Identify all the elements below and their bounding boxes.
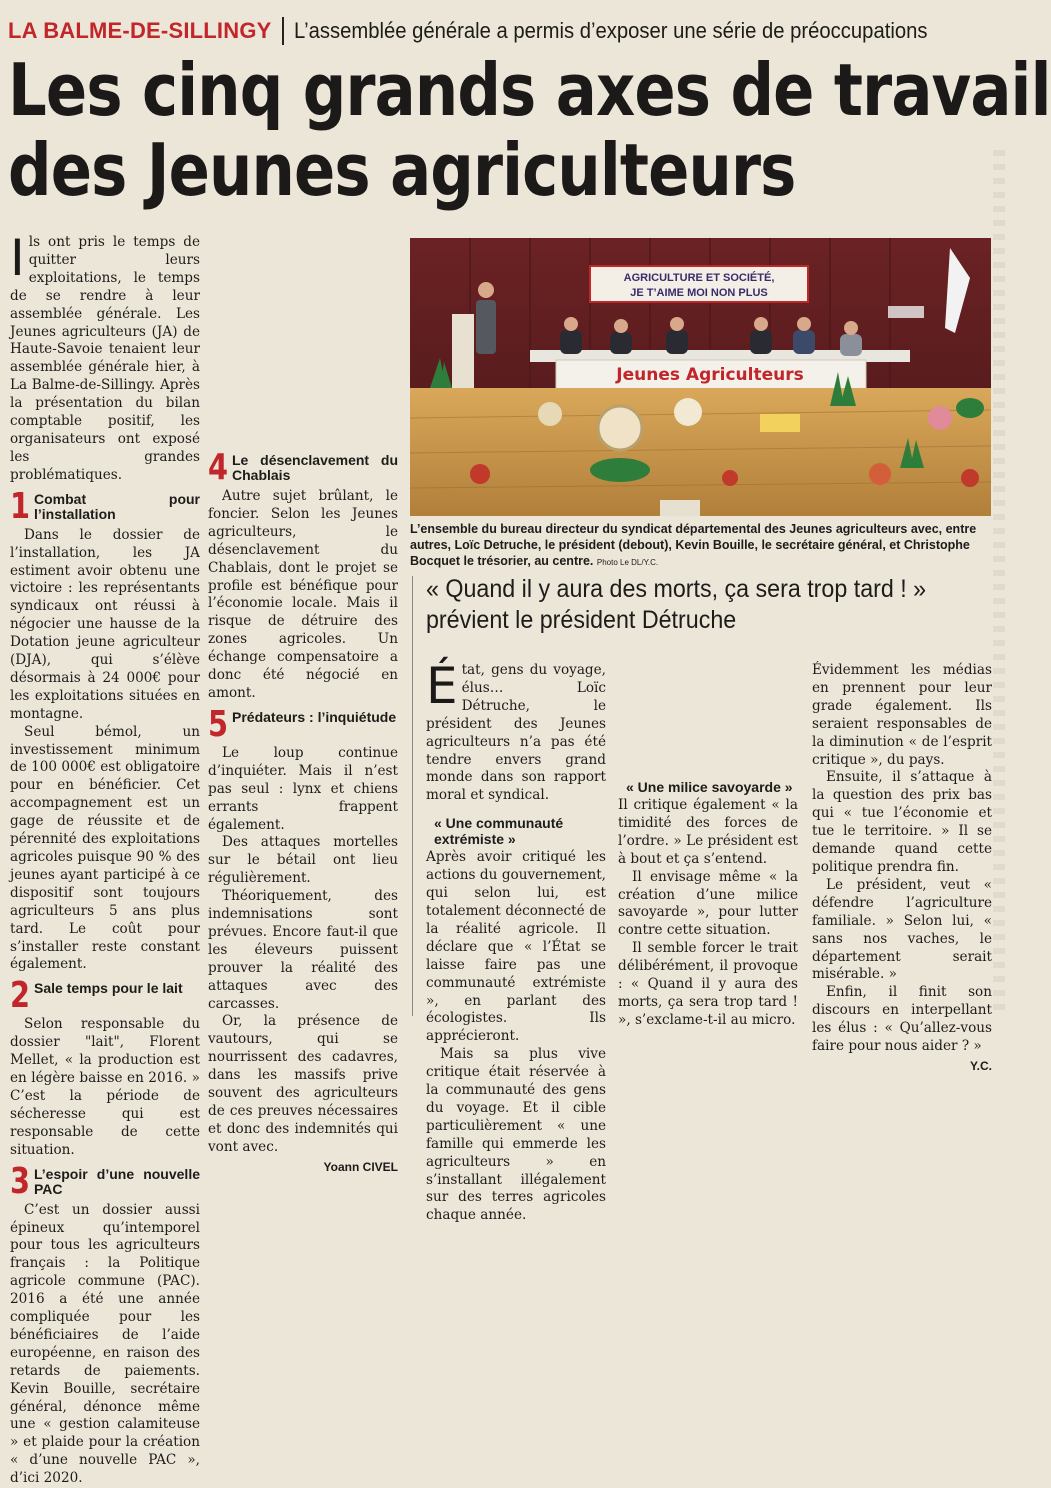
column-2: [208, 234, 398, 1177]
table-banner-text: Jeunes Agriculteurs: [616, 365, 804, 385]
section-number: 5: [208, 703, 229, 745]
photo-caption: [410, 521, 991, 571]
sidebar-paragraph: Il semble forcer le trait délibérément, il provoque : « Quand il y aura des morts, ça sera trop tard ! », s’exclame-t-il au micro.: [618, 940, 798, 1028]
bleed-through: [993, 150, 1005, 1010]
column-divider: [412, 576, 413, 1016]
sidebar-column-1: [426, 657, 606, 1225]
sidebar-paragraph: Le président, veut « défendre l’agriculture familiale. » Selon lui, « sans nos vaches, le département serait misérable. »: [812, 876, 992, 983]
section-paragraph: Seul bémol, un investissement minimum de 100 000€ est obligatoire pour en bénéficier. Cet accompagnement est un gage de réussite et de pérennité des exploitations agricoles puisque 90 % des jeunes ayant participé à ce dispositif sont toujours agriculteurs 5 ans plus tard. Le coût pour s’installer reste constant également.: [10, 723, 200, 973]
intro-dropcap: I: [10, 229, 25, 287]
sidebar-paragraph: Après avoir critiqué les actions du gouvernement, qui selon lui, est totalement déconnecté de la réalité agricole. Il déclare que « l’État se laisse faire pas une communauté extrémiste », en parlant des écologistes. Ils apprécieront.: [426, 849, 606, 1045]
pull-quote-line-1: « Quand il y aura des morts, ça sera trop tard ! »: [426, 575, 927, 603]
sidebar-lead-text: tat, gens du voyage, élus… Loïc Détruche, le président des Jeunes agriculteurs n’a pas été tendre envers grand monde dans son rapport moral et syndical.: [426, 662, 606, 804]
headline-line-1: Les cinq grands axes de travail: [8, 48, 1051, 132]
section-5-heading: [208, 703, 398, 745]
sidebar-column-2: [618, 662, 798, 1030]
section-paragraph: Des attaques mortelles sur le bétail ont lieu régulièrement.: [208, 834, 398, 887]
section-title: Sale temps pour le lait: [34, 980, 183, 997]
column-1: [10, 229, 200, 1488]
section-4-heading: [208, 447, 398, 488]
kicker: [8, 14, 982, 48]
headline-line-2: des Jeunes agriculteurs: [8, 128, 796, 212]
section-paragraph: Dans le dossier de l’installation, les JA estiment avoir obtenu une victoire : les représentants syndicaux ont réussi à négocier une hausse de la Dotation jeune agriculteur (DJA), qui s’élève désormais à 24 000€ pour les exploitations situées en montagne.: [10, 526, 200, 722]
section-paragraph: Le loup continue d’inquiéter. Mais il n’est pas seul : lynx et chiens errants frappent également.: [208, 744, 398, 833]
sidebar-subheading-2: « Une milice savoyarde »: [626, 779, 793, 795]
intro-paragraph: [10, 229, 200, 485]
section-number: 1: [10, 485, 31, 527]
section-title: L’espoir d’une nouvelle PAC: [34, 1165, 200, 1197]
sidebar-lead: [426, 657, 606, 805]
section-paragraph: C’est un dossier aussi épineux qu’intemporel pour tous les agriculteurs français : la Politique agricole commune (PAC). 2016 a été une année compliquée pour les bénéficiaires de l’aide européenne, en raison des retards de paiements. Kevin Bouille, secrétaire général, dénonce même une « gestion calamiteuse » et plaide pour la création « d’une nouvelle PAC », d’ici 2020.: [10, 1201, 200, 1487]
photo-caption-text: L’ensemble du bureau directeur du syndicat départemental des Jeunes agriculteurs avec, entre autres, Loïc Detruche, le président (debout), Kevin Bouille, le secrétaire général, et Christophe Bocquet le trésorier, au centre.: [410, 522, 977, 568]
section-number: 3: [10, 1160, 31, 1202]
photo-credit: Photo Le DL/Y.C.: [596, 558, 659, 567]
section-number: 2: [10, 975, 31, 1017]
sidebar-paragraph: Mais sa plus vive critique était réservée à la communauté des gens du voyage. Et il cible particulièrement « une famille qui emmerde les agriculteurs » en s’installant illégalement sur des terres agricoles chaque année.: [426, 1046, 606, 1224]
section-paragraph: Théoriquement, des indemnisations sont prévues. Encore faut-il que les éleveurs puissent prouver la réalité des attaques avec des carcasses.: [208, 888, 398, 1012]
kicker-separator: [282, 17, 284, 45]
photo: [410, 238, 991, 516]
section-paragraph: Selon responsable du dossier "lait", Florent Mellet, « la production est en légère baisse en 2016. » C’est la période de sécheresse qui est responsable de cette situation.: [10, 1016, 200, 1158]
section-title: Combat pour l’installation: [34, 490, 200, 522]
photo-illustration: [410, 238, 991, 516]
pull-quote: [426, 574, 961, 636]
pull-quote-line-2: prévient le président Détruche: [426, 606, 737, 634]
kicker-subtitle: L’assemblée générale a permis d’exposer une série de préoccupations: [293, 18, 927, 43]
kicker-place: LA BALME-DE-SILLINGY: [8, 18, 272, 43]
section-paragraph: Autre sujet brûlant, le foncier. Selon les Jeunes agriculteurs, le désenclavement du Chablais, dont le projet se profile est bénéfique pour l’économie locale. Mais il risque de détruire des zones agricoles. Un échange compensatoire a donc été négocié en amont.: [208, 488, 398, 701]
section-paragraph: Or, la présence de vautours, qui se nourrissent des cadavres, dans les massifs prive souvent des agriculteurs de ces preuves nécessaires et donc des indemnités qui vont avec.: [208, 1013, 398, 1155]
author-signature: Yoann CIVEL: [323, 1159, 398, 1174]
headline: [8, 48, 1051, 212]
photo-banner-text-2: JE T’AIME MOI NON PLUS: [630, 287, 768, 299]
sidebar-subheading-1: « Une communauté extrémiste »: [434, 815, 564, 848]
sidebar-paragraph: Évidemment les médias en prennent pour leur grade également. Ils seraient responsables de la diminution « de l’esprit critique », du pays.: [812, 662, 992, 768]
section-3-heading: [10, 1160, 200, 1202]
sidebar-column-3: [812, 662, 992, 1076]
sidebar-paragraph: Il envisage même « la création d’une milice savoyarde », pour lutter contre cette situation.: [618, 868, 798, 939]
section-title: Prédateurs : l’inquiétude: [232, 708, 397, 725]
sidebar-paragraph: Ensuite, il s’attaque à la question des prix bas qui « tue l’économie et tue le territoire. » Il se demande quand cette politique prendra fin.: [812, 769, 992, 875]
sidebar-dropcap: É: [426, 657, 458, 715]
photo-banner-text-1: AGRICULTURE ET SOCIÉTÉ,: [623, 272, 775, 284]
section-title: Le désenclavement du Chablais: [232, 452, 398, 483]
intro-text: ls ont pris le temps de quitter leurs exploitations, le temps de se rendre à leur assemblée générale. Les Jeunes agriculteurs (JA) de Haute-Savoie tenaient leur assemblée générale hier, à La Balme-de-Sillingy. Après la présentation du bilan comptable positif, les organisateurs ont exposé les grandes problématiques.: [10, 234, 200, 483]
section-1-heading: [10, 485, 200, 527]
sidebar-paragraph: Il critique également « la timidité des forces de l’ordre. » Le président est à bout et ça s’entend.: [618, 797, 798, 867]
sidebar-signature: Y.C.: [969, 1058, 992, 1073]
sidebar-paragraph: Enfin, il finit son discours en interpellant les élus : « Qu’allez-vous faire pour nous aider ? »: [812, 984, 992, 1055]
section-2-heading: [10, 975, 200, 1017]
section-number: 4: [208, 447, 229, 488]
